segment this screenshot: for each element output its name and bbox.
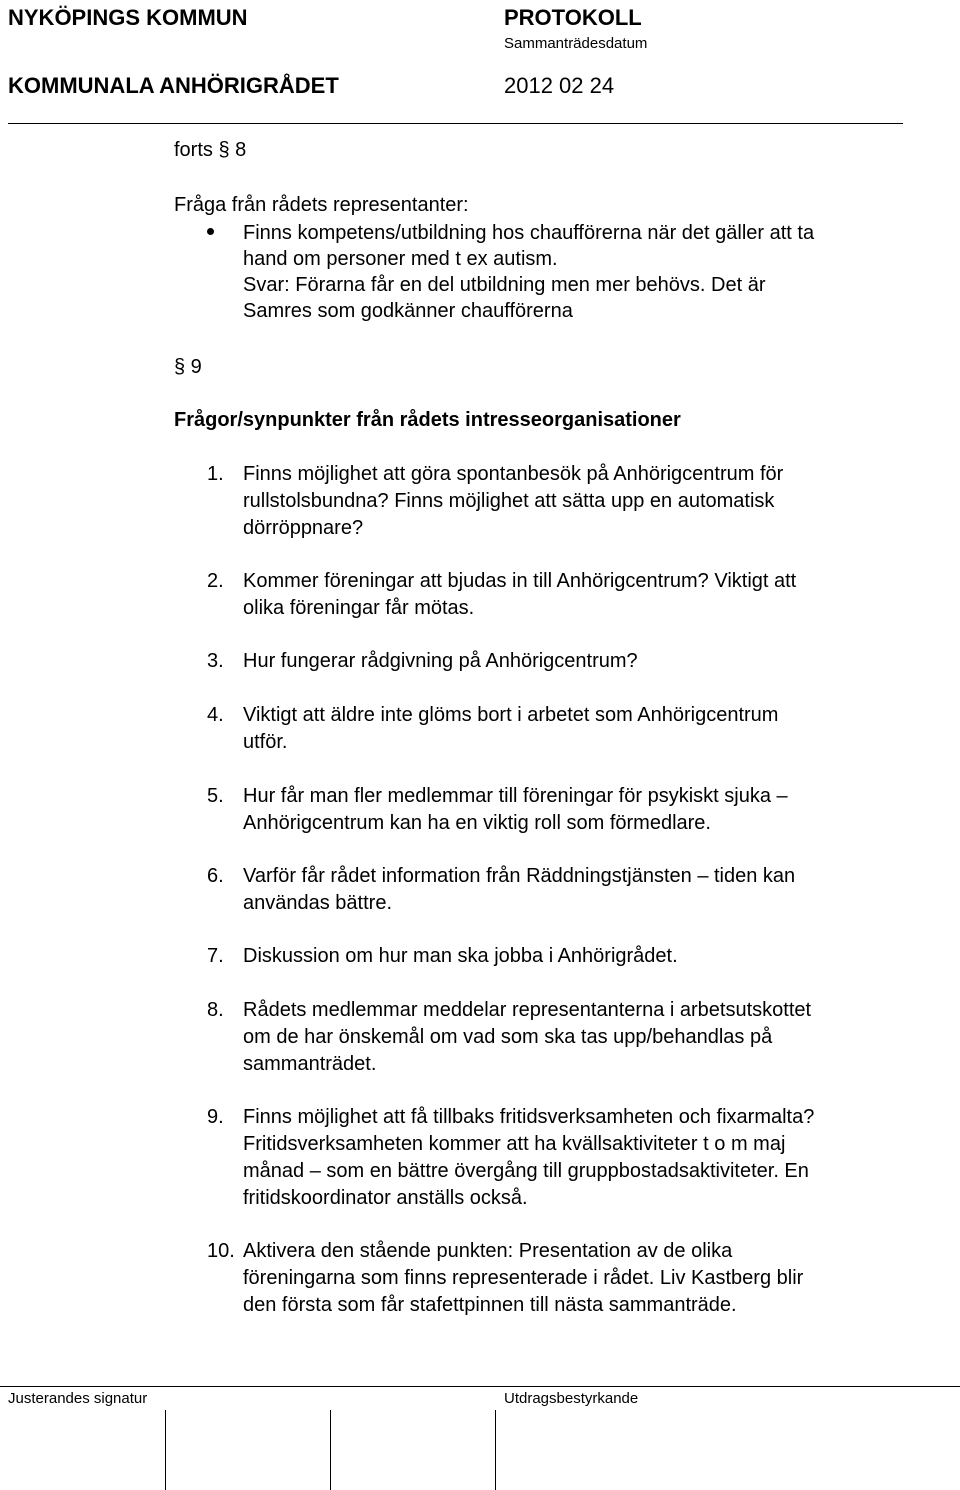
list-item-line: den första som får stafettpinnen till nästa sammanträde. [243,1294,737,1316]
list-item-number: 3. [207,650,224,672]
section-9-heading: Frågor/synpunkter från rådets intresseorganisationer [174,409,681,431]
list-item-line: Fritidsverksamheten kommer att ha kvällsaktiviteter t o m maj [243,1133,786,1155]
bullet-line: Finns kompetens/utbildning hos chaufförerna när det gäller att ta [243,222,815,244]
list-item-number: 4. [207,704,224,726]
document-type: PROTOKOLL [504,5,642,30]
list-item-line: Kommer föreningar att bjudas in till Anhörigcentrum? Viktigt att [243,570,797,592]
signature-box-divider [330,1410,331,1490]
list-item-number: 2. [207,570,224,592]
list-item-number: 10. [207,1240,235,1262]
list-item-number: 7. [207,945,224,967]
list-item-line: utför. [243,731,288,753]
list-item-number: 1. [207,463,224,485]
list-item-line: rullstolsbundna? Finns möjlighet att sätta upp en automatisk [243,490,775,512]
bullet-icon [207,228,214,235]
meeting-date-label: Sammanträdesdatum [504,35,648,52]
footer-rule [0,1386,960,1387]
list-item-line: Hur får man fler medlemmar till föreningar för psykiskt sjuka – [243,785,788,807]
council-name: KOMMUNALA ANHÖRIGRÅDET [8,73,339,98]
list-item-line: Viktigt att äldre inte glöms bort i arbetet som Anhörigcentrum [243,704,779,726]
list-item-line: Varför får rådet information från Räddningstjänsten – tiden kan [243,865,796,887]
section-8-title: forts § 8 [174,139,247,161]
signature-label: Justerandes signatur [8,1390,148,1407]
meeting-date: 2012 02 24 [504,73,615,98]
list-item-number: 5. [207,785,224,807]
list-item-line: Rådets medlemmar meddelar representanterna i arbetsutskottet [243,999,812,1021]
municipality-name: NYKÖPINGS KOMMUN [8,5,248,30]
list-item-line: sammanträdet. [243,1053,377,1075]
list-item-line: olika föreningar får mötas. [243,597,475,619]
list-item-line: användas bättre. [243,892,392,914]
section-8-intro: Fråga från rådets representanter: [174,194,469,216]
excerpt-certification-label: Utdragsbestyrkande [504,1390,639,1407]
section-8-bullet [243,220,933,324]
list-item-line: om de har önskemål om vad som ska tas upp/behandlas på [243,1026,773,1048]
header-rule [8,123,903,124]
list-item-line: dörröppnare? [243,517,364,539]
list-item-number: 8. [207,999,224,1021]
list-item-line: Diskussion om hur man ska jobba i Anhörigrådet. [243,945,678,967]
bullet-line: Samres som godkänner chaufförerna [243,300,573,322]
section-9-number: § 9 [174,356,202,378]
list-item-line: Finns möjlighet att göra spontanbesök på Anhörigcentrum för [243,463,784,485]
list-item-line: Anhörigcentrum kan ha en viktig roll som förmedlare. [243,812,711,834]
bullet-line: Svar: Förarna får en del utbildning men mer behövs. Det är [243,274,766,296]
list-item-line: månad – som en bättre övergång till gruppbostadsaktiviteter. En [243,1160,809,1182]
signature-box-divider [165,1410,166,1490]
list-item-line: Aktivera den stående punkten: Presentation av de olika [243,1240,733,1262]
list-item-line: Finns möjlighet att få tillbaks fritidsverksamheten och fixarmalta? [243,1106,815,1128]
list-item-line: Hur fungerar rådgivning på Anhörigcentrum? [243,650,638,672]
list-item-line: föreningarna som finns representerade i rådet. Liv Kastberg blir [243,1267,804,1289]
bullet-line: hand om personer med t ex autism. [243,248,558,270]
signature-box-divider [495,1410,496,1490]
list-item-number: 9. [207,1106,224,1128]
list-item-line: fritidskoordinator anställs också. [243,1187,528,1209]
list-item-number: 6. [207,865,224,887]
